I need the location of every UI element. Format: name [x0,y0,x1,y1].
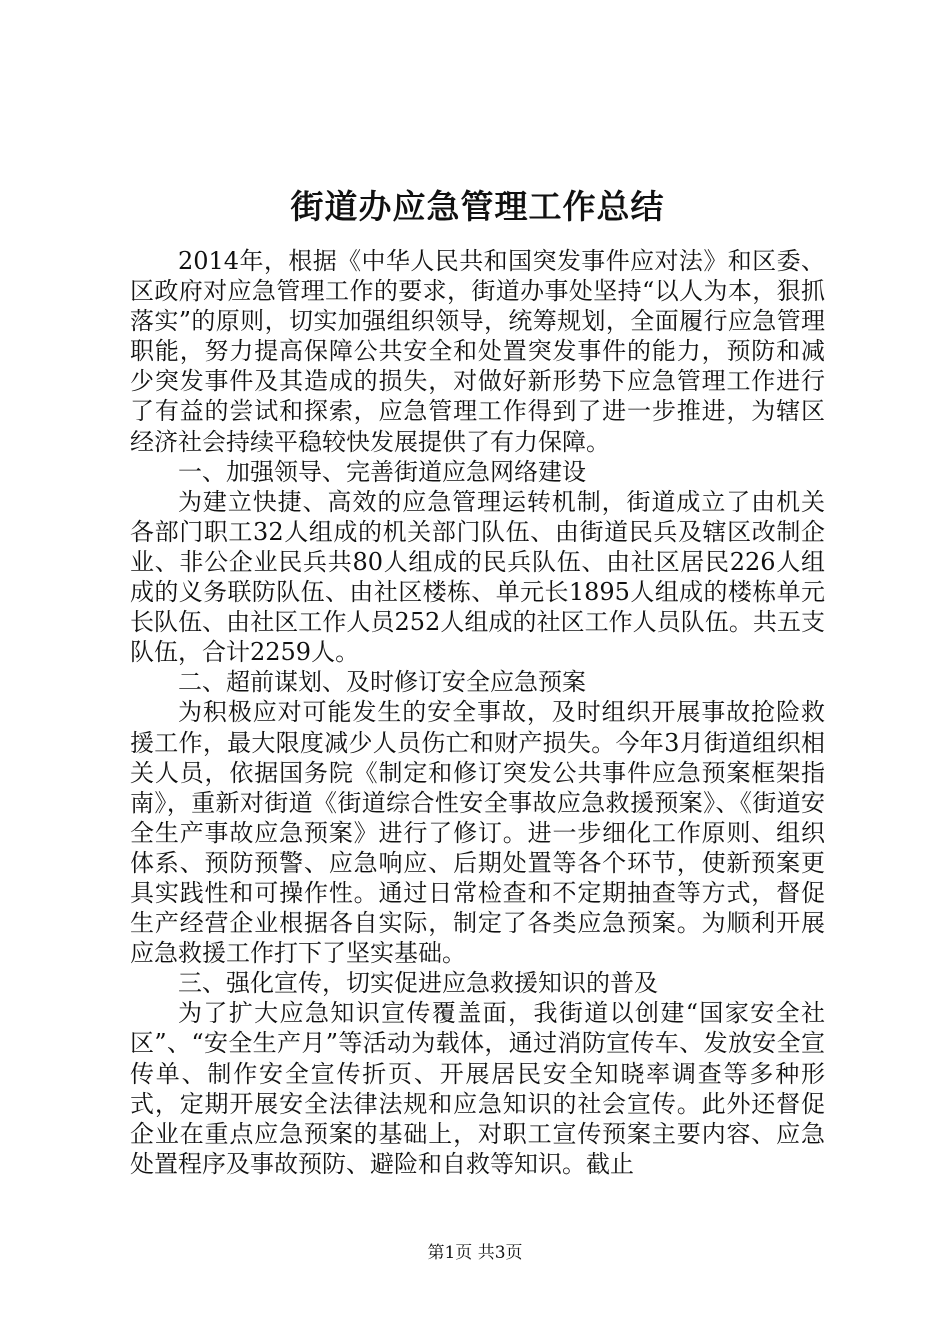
page-footer: 第1页 共3页 [427,1243,523,1263]
intro-paragraph: 2014年，根据《中华人民共和国突发事件应对法》和区委、区政府对应急管理工作的要求，街道办事处坚持“以人为本，狠抓落实”的原则，切实加强组织领导，统筹规划，全面履行应急管理职能，努力提高保障公共安全和处置突发事件的能力，预防和减少突发事件及其造成的损失，对做好新形势下应急管理工作进行了有益的尝试和探索，应急管理工作得到了进一步推进，为辖区经济社会持续平稳较快发展提供了有力保障。 [130,247,825,456]
document-body [130,246,825,1179]
section-paragraph-1: 为建立快捷、高效的应急管理运转机制，街道成立了由机关各部门职工32人组成的机关部门队伍、由街道民兵及辖区改制企业、非公企业民兵共80人组成的民兵队伍、由社区居民226人组成的义务联防队伍、由社区楼栋、单元长1895人组成的楼栋单元长队伍、由社区工作人员252人组成的社区工作人员队伍。共五支队伍，合计2259人。 [130,487,825,667]
section-heading-2: 二、超前谋划、及时修订安全应急预案 [178,668,586,697]
section-paragraph-3: 为了扩大应急知识宣传覆盖面，我街道以创建“国家安全社区”、“安全生产月”等活动为载体，通过消防宣传车、发放安全宣传单、制作安全宣传折页、开展居民安全知晓率调查等多种形式，定期开展安全法律法规和应急知识的社会宣传。此外还督促企业在重点应急预案的基础上，对职工宣传预案主要内容、应急处置程序及事故预防、避险和自救等知识。截止 [130,999,825,1178]
document-title: 街道办应急管理工作总结 [290,187,665,226]
section-heading-3: 三、强化宣传，切实促进应急救援知识的普及 [178,969,658,998]
document-page [130,180,825,1179]
section-paragraph-2: 为积极应对可能发生的安全事故，及时组织开展事故抢险救援工作，最大限度减少人员伤亡和财产损失。今年3月街道组织相关人员，依据国务院《制定和修订突发公共事件应急预案框架指南》，重新对街道《街道综合性安全事故应急救援预案》、《街道安全生产事故应急预案》进行了修订。进一步细化工作原则、组织体系、预防预警、应急响应、后期处置等各个环节，使新预案更具实践性和可操作性。通过日常检查和不定期抽查等方式，督促生产经营企业根据各自实际，制定了各类应急预案。为顺利开展应急救援工作打下了坚实基础。 [130,698,825,968]
section-heading-1: 一、加强领导、完善街道应急网络建设 [178,457,586,486]
